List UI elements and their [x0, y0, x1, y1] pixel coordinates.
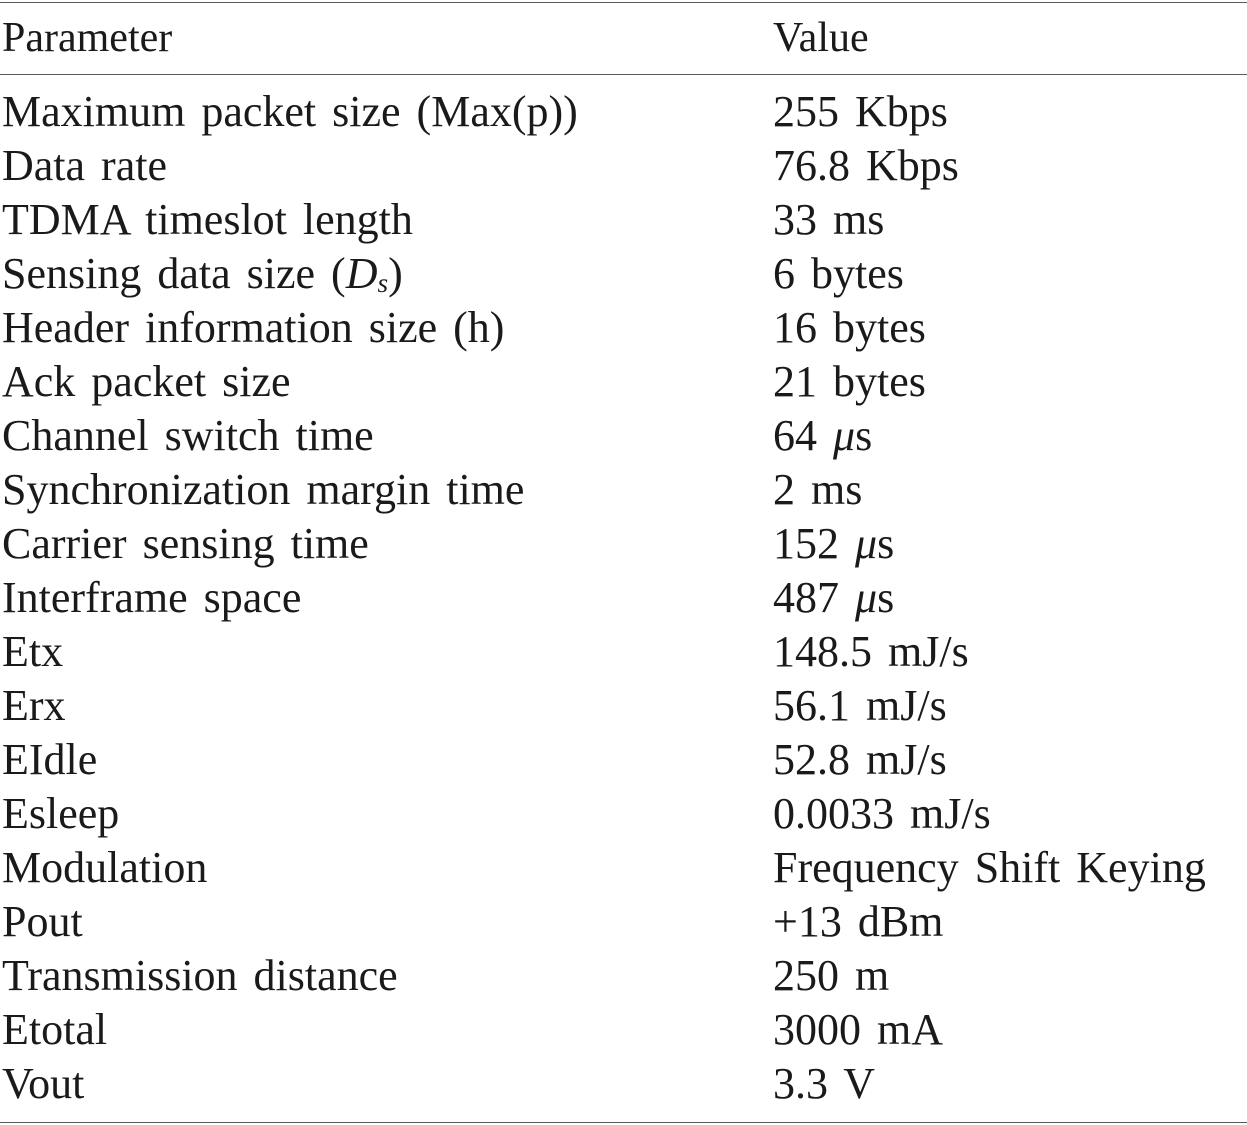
table-bottom-rule — [0, 1122, 1247, 1123]
value-unit: s — [855, 411, 873, 460]
table-row — [0, 355, 1247, 409]
value-cell: 2 ms — [773, 465, 863, 514]
value-cell: 250 m — [773, 951, 890, 1000]
table-row — [0, 787, 1247, 841]
parameter-suffix: ) — [388, 249, 403, 298]
parameter-cell: Etx — [2, 627, 64, 676]
table-row — [0, 1057, 1247, 1111]
table-row — [0, 679, 1247, 733]
value-cell: 21 bytes — [773, 357, 926, 406]
table-header-rule — [0, 74, 1247, 75]
parameter-cell: Etotal — [2, 1005, 108, 1054]
table-row — [0, 949, 1247, 1003]
parameter-cell: Carrier sensing time — [2, 519, 369, 568]
value-cell: +13 dBm — [773, 897, 944, 946]
parameter-subscript: s — [377, 268, 389, 299]
value-cell — [773, 409, 872, 463]
table-top-rule — [0, 2, 1247, 3]
value-cell: 16 bytes — [773, 303, 926, 352]
parameter-cell: TDMA timeslot length — [2, 195, 413, 244]
parameter-cell: Esleep — [2, 789, 120, 838]
parameter-cell: Erx — [2, 681, 66, 730]
table-row — [0, 625, 1247, 679]
parameter-cell: Synchronization margin time — [2, 465, 525, 514]
parameter-cell: Maximum packet size (Max(p)) — [2, 87, 578, 136]
parameter-text: Sensing data size ( — [2, 249, 346, 298]
micro-symbol: μ — [855, 573, 878, 622]
table-row — [0, 463, 1247, 517]
table-row — [0, 733, 1247, 787]
parameter-cell: Data rate — [2, 141, 167, 190]
value-number: 64 — [773, 411, 817, 460]
parameter-cell: Pout — [2, 897, 83, 946]
table-row — [0, 409, 1247, 463]
table-row — [0, 841, 1247, 895]
table-row — [0, 895, 1247, 949]
parameter-cell: Modulation — [2, 843, 208, 892]
parameter-symbol: D — [345, 249, 378, 298]
parameter-cell: EIdle — [2, 735, 98, 784]
value-cell — [773, 517, 894, 571]
value-cell: 148.5 mJ/s — [773, 627, 969, 676]
value-cell: 76.8 Kbps — [773, 141, 959, 190]
value-cell: Frequency Shift Keying — [773, 843, 1206, 892]
parameter-cell — [2, 247, 403, 301]
value-cell: 0.0033 mJ/s — [773, 789, 991, 838]
value-cell: 3.3 V — [773, 1059, 875, 1108]
table-row — [0, 247, 1247, 301]
micro-symbol: μ — [855, 519, 878, 568]
value-cell: 33 ms — [773, 195, 885, 244]
parameter-cell: Vout — [2, 1059, 85, 1108]
table-header-row — [0, 11, 1247, 65]
value-number: 487 — [773, 573, 839, 622]
table-row — [0, 517, 1247, 571]
value-number: 152 — [773, 519, 839, 568]
parameter-cell: Header information size (h) — [2, 303, 505, 352]
parameter-cell: Transmission distance — [2, 951, 398, 1000]
value-cell: 52.8 mJ/s — [773, 735, 947, 784]
table-row — [0, 301, 1247, 355]
value-unit: s — [877, 573, 895, 622]
value-cell: 6 bytes — [773, 249, 904, 298]
value-unit: s — [877, 519, 895, 568]
parameter-cell: Interframe space — [2, 573, 302, 622]
value-cell — [773, 571, 894, 625]
table-row — [0, 85, 1247, 139]
parameter-cell: Ack packet size — [2, 357, 291, 406]
table-row — [0, 193, 1247, 247]
parameter-cell: Channel switch time — [2, 411, 374, 460]
micro-symbol: μ — [833, 411, 856, 460]
table-row — [0, 139, 1247, 193]
value-cell: 255 Kbps — [773, 87, 948, 136]
value-cell: 56.1 mJ/s — [773, 681, 947, 730]
column-header-parameter: Parameter — [2, 15, 173, 61]
table-row — [0, 571, 1247, 625]
table-row — [0, 1003, 1247, 1057]
column-header-value: Value — [773, 15, 869, 61]
value-cell: 3000 mA — [773, 1005, 943, 1054]
